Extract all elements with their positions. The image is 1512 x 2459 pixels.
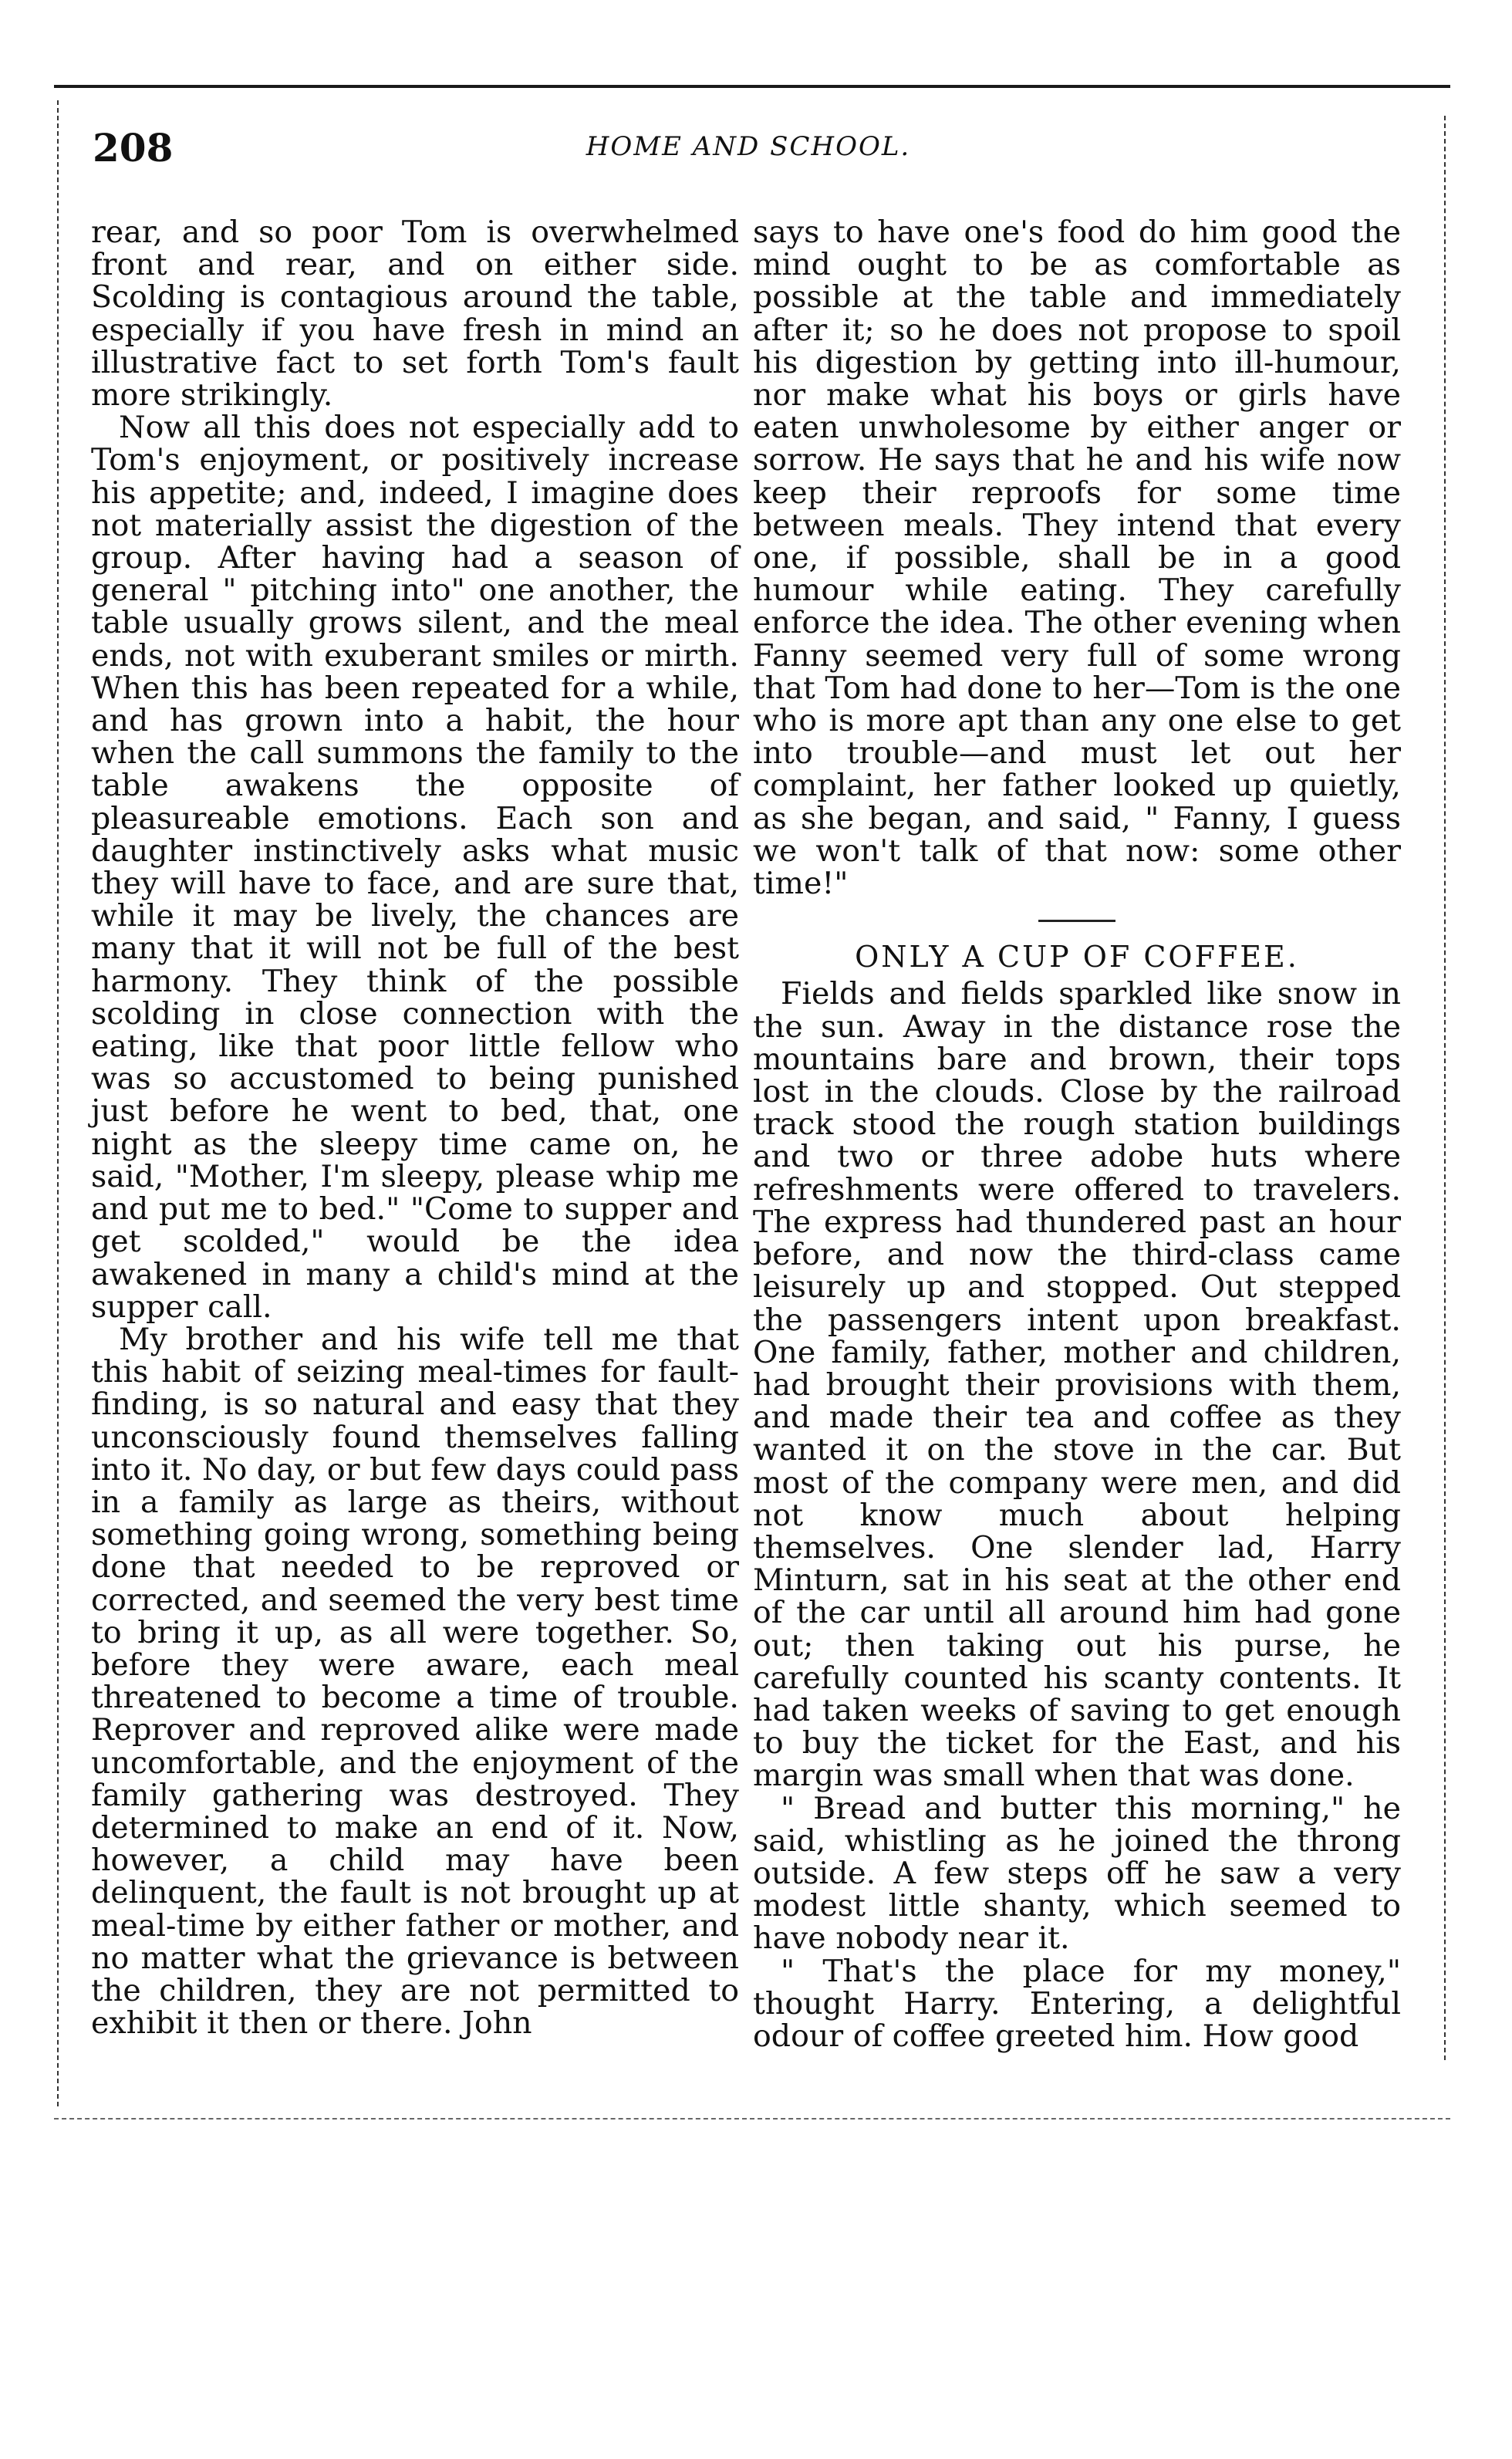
running-title: HOME AND SCHOOL. bbox=[586, 131, 911, 162]
right-column bbox=[753, 216, 1401, 2083]
paragraph: " That's the place for my money," thought Harry. Entering, a delightful odour of coffee greeted him. How good bbox=[753, 1953, 1401, 2054]
paragraph: says to have one's food do him good the mind ought to be as comfortable as possible at the table and immediately after it; so he does not propose to spoil his digestion by getting into ill-humour, nor make what his boys or girls have eaten unwholesome by either anger or sorrow. He says that he and his wife now keep their reproofs for some time between meals. They intend that every one, if possible, shall be in a good humour while eating. They carefully enforce the idea. The other evening when Fanny seemed very full of some wrong that Tom had done to her—Tom is the one who is more apt than any one else to get into trouble—and must let out her complaint, her father looked up quietly, as she began, and said, " Fanny, I guess we won't talk of that now: some other time!" bbox=[753, 214, 1401, 902]
paragraph: Fields and fields sparkled like snow in the sun. Away in the distance rose the mountains bare and brown, their tops lost in the clouds. Close by the railroad track stood the rough station buildings and two or three adobe huts where refreshments were offered to travelers. The express had thundered past an hour before, and now the third-class came leisurely up and stopped. Out stepped the passengers intent upon breakfast. One family, father, mother and children, had brought their provisions with them, and made their tea and coffee as they wanted it on the stove in the car. But most of the company were men, and did not know much about helping themselves. One slender lad, Harry Minturn, sat in his seat at the other end of the car until all around him had gone out; then taking out his purse, he carefully counted his scanty contents. It had taken weeks of saving to get enough to buy the ticket for the East, and his margin was small when that was done. bbox=[753, 976, 1401, 1794]
paragraph: Now all this does not especially add to Tom's enjoyment, or positively increase his appetite; and, indeed, I imagine does not materially assist the digestion of the group. After having had a season of general " pitching into" one another, the table usually grows silent, and the meal ends, not with exuberant smiles or mirth. When this has been repeated for a while, and has grown into a habit, the hour when the call summons the family to the table awakens the opposite of pleasureable emotions. Each son and daughter instinctively asks what music they will have to face, and are sure that, while it may be lively, the chances are many that it will not be full of the best harmony. They think of the possible scolding in close connection with the eating, like that poor little fellow who was so accustomed to being punished just before he went to bed, that, one night as the sleepy time came on, he said, "Mother, I'm sleepy, please whip me and put me to bed." "Come to supper and get scolded," would be the idea awakened in many a child's mind at the supper call. bbox=[91, 410, 739, 1325]
paragraph: " Bread and butter this morning," he said, whistling as he joined the throng outside. A few steps off he saw a very modest little shanty, which seemed to have nobody near it. bbox=[753, 1790, 1401, 1957]
top-rule bbox=[54, 85, 1450, 88]
left-page-edge bbox=[57, 100, 59, 2106]
bottom-rule bbox=[54, 2118, 1450, 2120]
page-header bbox=[93, 125, 1404, 171]
article-heading: ONLY A CUP OF COFFEE. bbox=[855, 940, 1299, 974]
page-number: 208 bbox=[93, 125, 174, 171]
right-page-edge bbox=[1444, 116, 1446, 2060]
left-column bbox=[91, 216, 739, 2083]
paragraph: rear, and so poor Tom is overwhelmed front and rear, and on either side. Scolding is contagious around the table, especially if you have fresh in mind an illustrative fact to set forth Tom's fault more strikingly. bbox=[91, 214, 739, 414]
paragraph: My brother and his wife tell me that this habit of seizing meal-times for fault-finding, is so natural and easy that they unconsciously found themselves falling into it. No day, or but few days could pass in a family as large as theirs, without something going wrong, something being done that needed to be reproved or corrected, and seemed the very best time to bring it up, as all were together. So, before they were aware, each meal threatened to become a time of trouble. Reprover and reproved alike were made uncomfortable, and the enjoyment of the family gathering was destroyed. They determined to make an end of it. Now, however, a child may have been delinquent, the fault is not brought up at meal-time by either father or mother, and no matter what the grievance is between the children, they are not permitted to exhibit it then or there. John bbox=[91, 1321, 739, 2042]
section-divider bbox=[1038, 920, 1115, 922]
